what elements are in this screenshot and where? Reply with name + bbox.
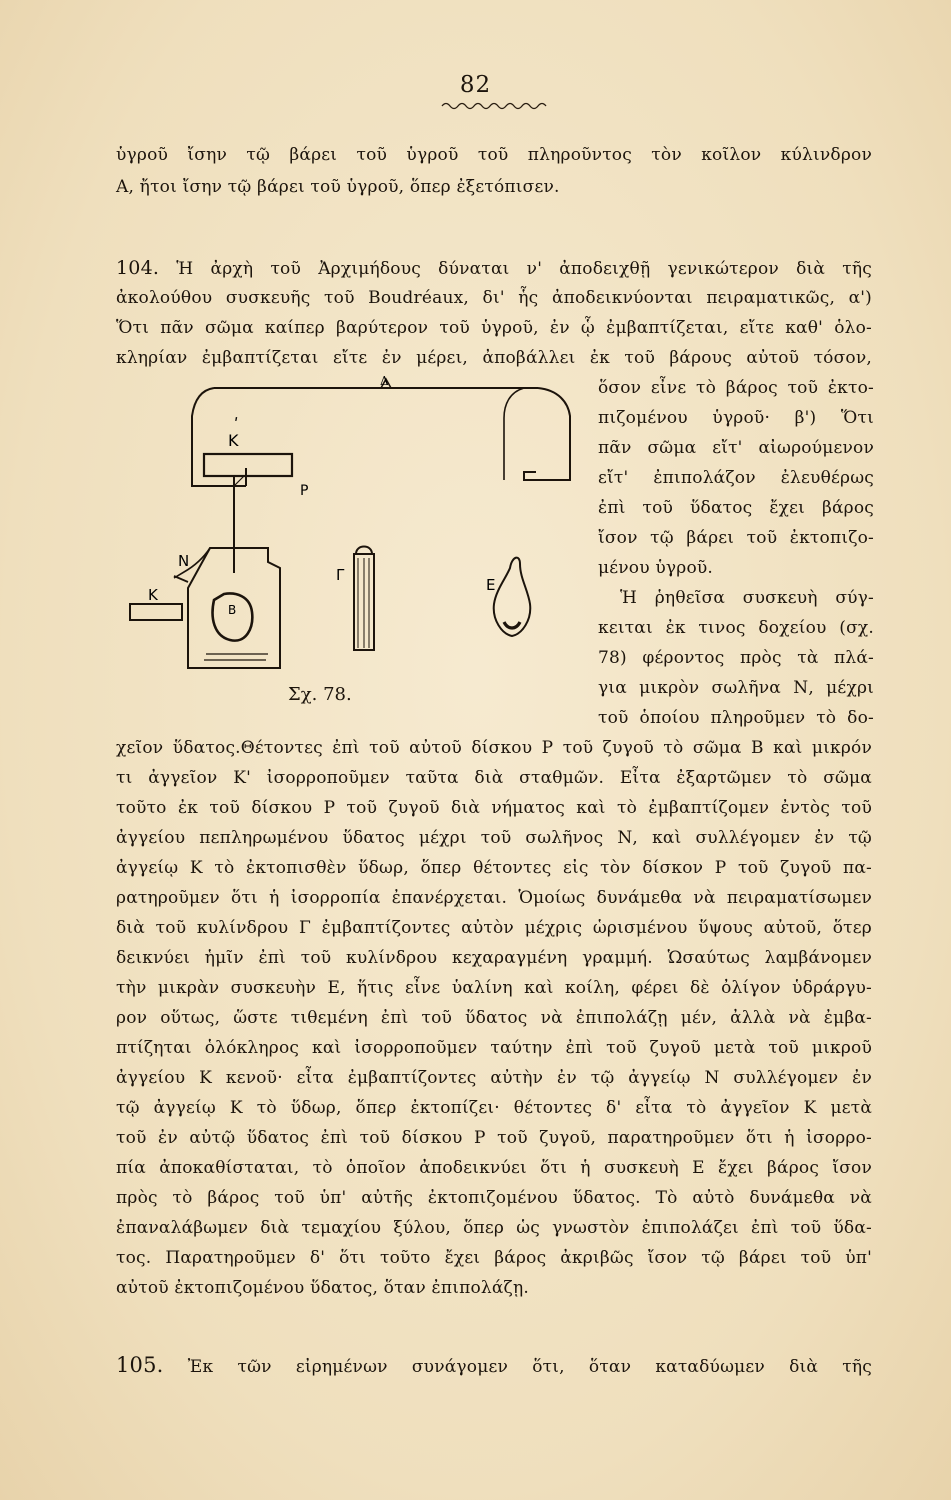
side-text-line: μένου ὑγροῦ. (598, 558, 714, 578)
body-line: τοῦ ἐν αὐτῷ ὕδατος ἐπὶ τοῦ δίσκου Ρ τοῦ ζυγοῦ, παρατηροῦμεν ὅτι ἡ ἰσορρο- (116, 1128, 872, 1148)
section-104-line: κληρίαν ἐμβαπτίζεται εἴτε ἐν μέρει, ἀποβάλλει ἐκ τοῦ βάρους αὐτοῦ τόσον, (116, 348, 872, 368)
label-b: Β (228, 603, 237, 617)
section-104-line: ἀκολούθου συσκευῆς τοῦ Boudréaux, δι' ἧς ἀποδεικνύονται πειραματικῶς, α') (116, 288, 872, 308)
side-text-line: πιζομένου ὑγροῦ· β') Ὅτι (598, 408, 874, 428)
intro-line-1: ὑγροῦ ἴσην τῷ βάρει τοῦ ὑγροῦ τοῦ πληροῦντος τὸν κοῖλον κύλινδρον (116, 145, 872, 165)
section-104-number: 104. (116, 257, 160, 279)
side-text-line: ἴσον τῷ βάρει τοῦ ἐκτοπιζο- (598, 528, 874, 548)
intro-line-2: Α, ἤτοι ἴσην τῷ βάρει τοῦ ὑγροῦ, ὅπερ ἐξετόπισεν. (116, 177, 560, 197)
side-text-line: πᾶν σῶμα εἴτ' αἰωρούμενον (598, 438, 874, 458)
label-e: Ε (486, 576, 496, 594)
label-k-accent: ʹ (234, 415, 239, 434)
page-number: 82 (459, 72, 492, 98)
label-k-top: Κ (228, 431, 239, 450)
body-line: δεικνύει ἡμῖν ἐπὶ τοῦ κυλίνδρου κεχαραγμένη γραμμή. Ὡσαύτως λαμβάνομεν (116, 948, 872, 968)
body-line: ἀγγείου Κ κενοῦ· εἶτα ἐμβαπτίζοντες αὐτὴν ἐν τῷ ἀγγείῳ Ν συλλέγομεν ἐν (116, 1068, 872, 1088)
label-n: Ν (178, 552, 190, 570)
section-104-line: Ὅτι πᾶν σῶμα καίπερ βαρύτερον τοῦ ὑγροῦ, ἐν ᾧ ἐμβαπτίζεται, εἴτε καθ' ὁλο- (116, 318, 872, 338)
section-105-number: 105. (116, 1353, 164, 1377)
body-line: ἀγγείου πεπληρωμένου ὕδατος μέχρι τοῦ σωλῆνος Ν, καὶ συλλέγομεν ἐν τῷ (116, 828, 872, 848)
body-line: τοῦτο ἐκ τοῦ δίσκου Ρ τοῦ ζυγοῦ διὰ νήματος καὶ τὸ ἐμβαπτίζομεν ἐντὸς τοῦ (116, 798, 872, 818)
section-104-first-text: Ἡ ἀρχὴ τοῦ Ἀρχιμήδους δύναται ν' ἀποδειχθῇ γενικώτερον διὰ τῆς (176, 259, 872, 279)
side-text-line: 78) φέροντος πρὸς τὰ πλά- (598, 648, 874, 668)
ornament-icon (440, 100, 552, 112)
side-text-line: για μικρὸν σωλῆνα Ν, μέχρι (598, 678, 874, 698)
body-line: τι ἀγγεῖον Κ' ἰσορροποῦμεν ταῦτα διὰ σταθμῶν. Εἶτα ἐξαρτῶμεν τὸ σῶμα (116, 768, 872, 788)
body-line: ἐπαναλάβωμεν διὰ τεμαχίου ξύλου, ὅπερ ὡς γνωστὸν ἐπιπολάζει ἐπὶ τοῦ ὕδα- (116, 1218, 872, 1238)
side-text-line: ἐπὶ τοῦ ὕδατος ἔχει βάρος (598, 498, 874, 518)
side-text-line: κειται ἐκ τινος δοχείου (σχ. (598, 618, 874, 638)
side-text-line: ὅσον εἶνε τὸ βάρος τοῦ ἐκτο- (598, 378, 874, 398)
side-text-line: Ἡ ῥηθεῖσα συσκευὴ σύγ- (620, 588, 874, 608)
body-line: πτίζηται ὁλόκληρος καὶ ἰσορροποῦμεν ταύτην ἐπὶ τοῦ ζυγοῦ μετὰ τοῦ μικροῦ (116, 1038, 872, 1058)
body-line: ρον οὕτως, ὥστε τιθεμένη ἐπὶ τοῦ ὕδατος νὰ ἐπιπολάζῃ μέν, ἀλλὰ νὰ ἐμβα- (116, 1008, 872, 1028)
side-text-line: εἴτ' ἐπιπολάζον ἐλευθέρως (598, 468, 874, 488)
label-gamma: Γ (336, 566, 345, 584)
body-b (213, 594, 253, 641)
body-line: αὐτοῦ ἐκτοπιζομένου ὕδατος, ὅταν ἐπιπολάζῃ. (116, 1278, 529, 1298)
figure-caption: Σχ. 78. (288, 684, 352, 705)
body-line: τῷ ἀγγείῳ Κ τὸ ὕδωρ, ὅπερ ἐκτοπίζει· θέτοντες δ' εἶτα τὸ ἀγγεῖον Κ μετὰ (116, 1098, 872, 1118)
vessel-k-left (130, 604, 182, 620)
label-k-left: Κ (148, 586, 158, 604)
section-104-first-line (116, 253, 872, 284)
label-p: Ρ (300, 483, 309, 499)
body-line: πρὸς τὸ βάρος τοῦ ὑπ' αὐτῆς ἐκτοπιζομένου ὕδατος. Τὸ αὐτὸ δυνάμεθα νὰ (116, 1188, 872, 1208)
body-line: ἀγγείῳ Κ τὸ ἐκτοπισθὲν ὕδωρ, ὅπερ θέτοντες εἰς τὸν δίσκον Ρ τοῦ ζυγοῦ πα- (116, 858, 872, 878)
section-105-line (116, 1350, 872, 1382)
body-line: διὰ τοῦ κυλίνδρου Γ ἐμβαπτίζοντες αὐτὸν μέχρις ὡρισμένου ὕψους αὐτοῦ, ὅτερ (116, 918, 872, 938)
device-e (494, 558, 531, 636)
body-line: χεῖον ὕδατος.Θέτοντες ἐπὶ τοῦ αὐτοῦ δίσκου Ρ τοῦ ζυγοῦ τὸ σῶμα Β καὶ μικρόν (116, 738, 872, 758)
label-delta: Δ (380, 374, 389, 388)
right-pan (524, 388, 570, 480)
body-line: ρατηροῦμεν ὅτι ἡ ἰσορροπία ἐπανέρχεται. Ὁμοίως δυνάμεθα νὰ πειραματίσωμεν (116, 888, 872, 908)
side-text-line: τοῦ ὁποίου πληροῦμεν τὸ δο- (598, 708, 874, 728)
section-105-text: Ἐκ τῶν εἰρημένων συνάγομεν ὅτι, ὅταν καταδύωμεν διὰ τῆς (187, 1357, 872, 1377)
body-line: τος. Παρατηροῦμεν δ' ὅτι τοῦτο ἔχει βάρος ἀκριβῶς ἴσον τῷ βάρει τοῦ ὑπ' (116, 1248, 872, 1268)
body-line: τὴν μικρὰν συσκευὴν Ε, ἥτις εἶνε ὑαλίνη καὶ κοίλη, φέρει δὲ ὀλίγον ὑδράργυ- (116, 978, 872, 998)
figure-78-apparatus (118, 368, 588, 728)
body-line: πία ἀποκαθίσταται, τὸ ὁποῖον ἀποδεικνύει ὅτι ἡ συσκευὴ Ε ἔχει βάρος ἴσον (116, 1158, 872, 1178)
pan-p (204, 454, 292, 476)
